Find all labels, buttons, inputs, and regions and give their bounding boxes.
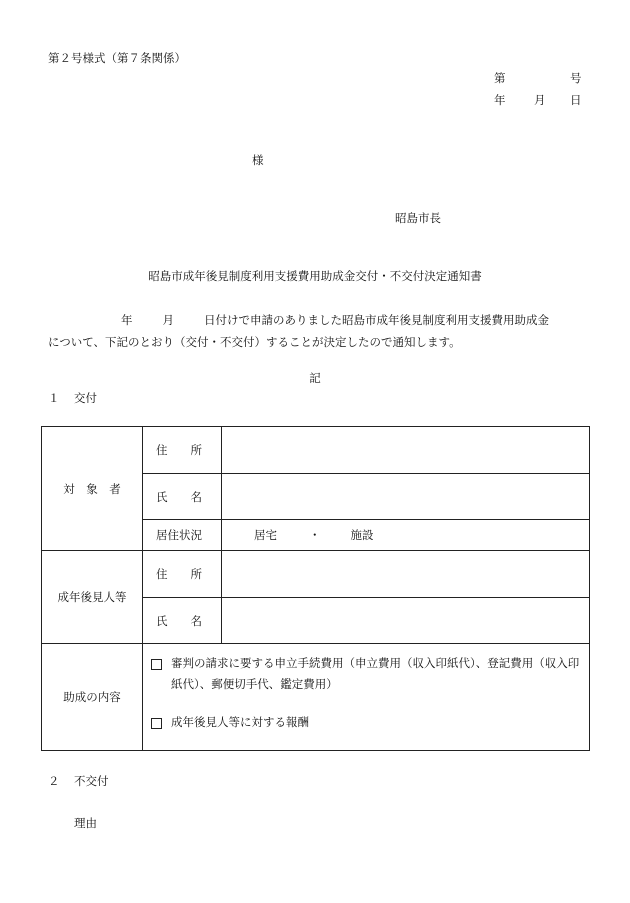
section-2-heading (48, 773, 109, 789)
section-2-number: ２ (48, 774, 60, 788)
document-title: 昭島市成年後見制度利用支援費用助成金交付・不交付決定通知書 (148, 269, 482, 283)
addressee-suffix: 様 (252, 153, 264, 167)
section-2-label: 不交付 (74, 774, 109, 788)
checkbox-icon[interactable] (151, 718, 162, 729)
section-1-label: 交付 (74, 391, 97, 405)
grant-table (41, 426, 590, 751)
body-line2: について、下記のとおり（交付・不交付）することが決定したので通知します。 (48, 335, 461, 349)
guardian-address-label: 住 所 (143, 551, 222, 598)
body-day-text: 日付けで申請のありました昭島市成年後見制度利用支援費用助成金 (204, 313, 549, 327)
date-year: 年 (494, 93, 506, 107)
subject-header: 対 象 者 (42, 427, 143, 551)
residence-option-facility[interactable]: 施設 (350, 528, 374, 542)
grant-option-1[interactable] (143, 653, 589, 695)
reason-label: 理由 (74, 816, 97, 830)
guardian-name-field[interactable] (222, 598, 590, 644)
subject-name-label: 氏 名 (143, 474, 222, 520)
guardian-address-field[interactable] (222, 551, 590, 598)
body-year: 年 (121, 313, 133, 327)
form-number: 第２号様式（第７条関係） (48, 51, 186, 65)
subject-residence-label: 居住状況 (143, 520, 222, 551)
doc-no-prefix: 第 (494, 71, 506, 85)
ki-heading: 記 (309, 371, 321, 385)
residence-option-home[interactable]: 居宅 (254, 528, 277, 542)
date-day: 日 (570, 93, 582, 107)
grant-option-1-label: 審判の請求に要する申立手続費用（申立費用（収入印紙代）、登記費用（収入印紙代）、郵便切手代、鑑定費用） (171, 656, 580, 691)
subject-address-field[interactable] (222, 427, 590, 474)
date-month: 月 (534, 93, 546, 107)
checkbox-icon[interactable] (151, 659, 162, 670)
subject-name-field[interactable] (222, 474, 590, 520)
residence-separator: ・ (309, 528, 321, 542)
subject-residence-options (222, 520, 590, 551)
grant-option-2-label: 成年後見人等に対する報酬 (171, 715, 309, 729)
issuer: 昭島市長 (395, 211, 441, 225)
section-1-number: １ (48, 391, 60, 405)
grant-option-2[interactable] (143, 712, 589, 733)
section-1-heading (48, 390, 97, 406)
subject-address-label: 住 所 (143, 427, 222, 474)
doc-no-suffix: 号 (570, 71, 582, 85)
body-month: 月 (162, 313, 174, 327)
grant-content-cell (143, 644, 590, 751)
grant-content-header: 助成の内容 (42, 644, 143, 751)
guardian-name-label: 氏 名 (143, 598, 222, 644)
body-text (48, 309, 588, 353)
guardian-header: 成年後見人等 (42, 551, 143, 644)
